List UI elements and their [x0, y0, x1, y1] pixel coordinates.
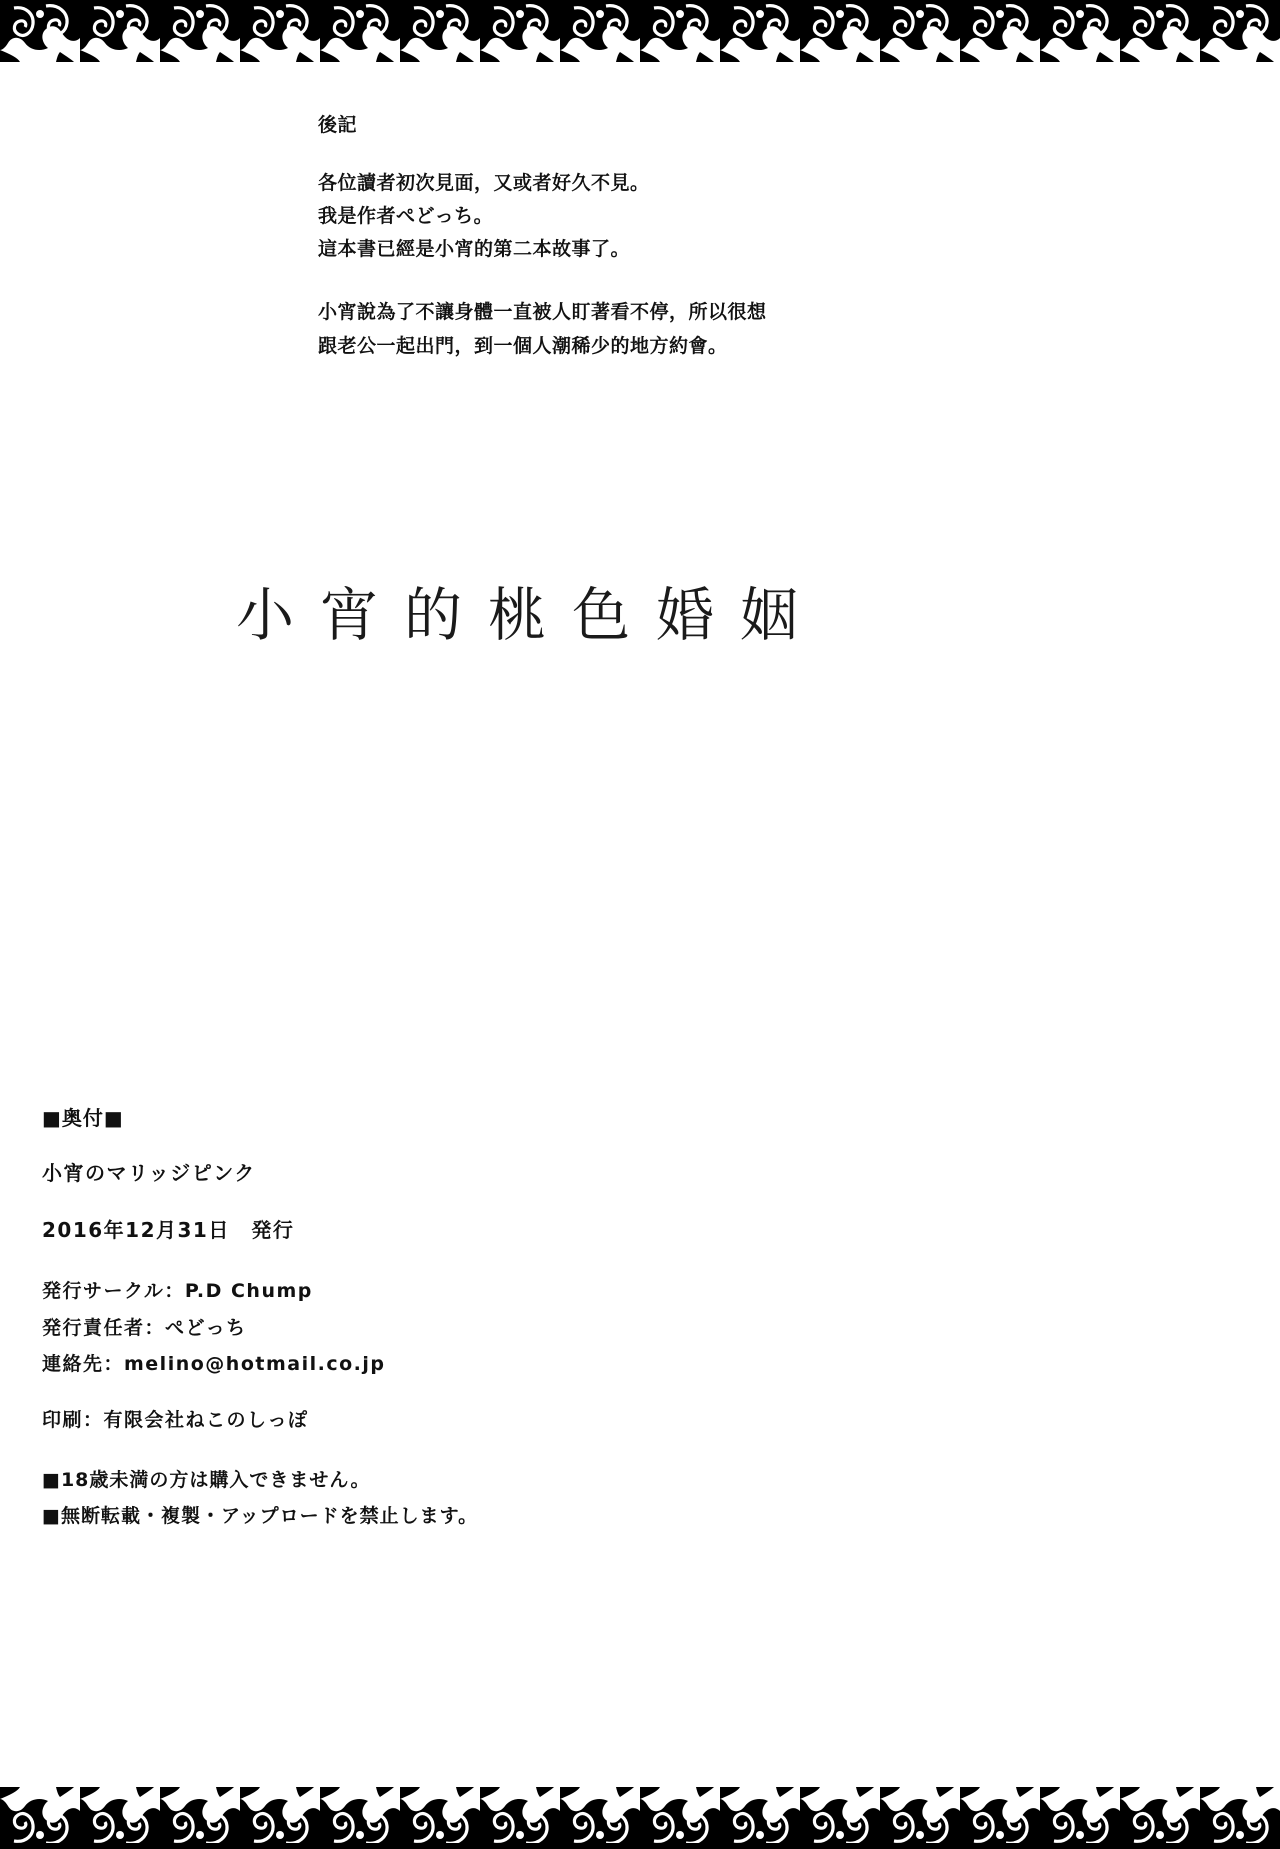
colophon-editor: 発行責任者：ぺどっち	[42, 1316, 247, 1339]
colophon-printer: 印刷：有限会社ねこのしっぽ	[42, 1408, 309, 1431]
afterword-line-4: 小宵說為了不讓身體一直被人盯著看不停，所以很想跟老公一起出門，到一個人潮稀少的地方約會。	[318, 301, 767, 357]
afterword-section	[318, 112, 778, 363]
afterword-heading: 後記	[318, 114, 358, 136]
page-title: 小宵的桃色婚姻	[235, 581, 824, 649]
colophon-circle: 発行サークル：P.D Chump	[42, 1280, 313, 1302]
colophon-notice-age: ■18歳未満の方は購入できません。	[42, 1468, 371, 1491]
afterword-line-1: 各位讀者初次見面，又或者好久不見。	[318, 171, 650, 194]
top-ornamental-border	[0, 0, 1280, 62]
colophon-section	[42, 1102, 742, 1553]
colophon-contact: 連絡先：melino@hotmail.co.jp	[42, 1353, 386, 1375]
colophon-credits	[42, 1277, 742, 1379]
colophon-publish-date: 2016年12月31日 発行	[42, 1218, 295, 1242]
bottom-ornamental-border	[0, 1787, 1280, 1849]
afterword-line-2: 我是作者ぺどっち。	[318, 204, 494, 227]
colophon-notices	[42, 1466, 742, 1531]
colophon-label: ■奥付■	[42, 1106, 124, 1130]
colophon-notice-repost: ■無断転載・複製・アップロードを禁止します。	[42, 1505, 479, 1527]
colophon-work-title: 小宵のマリッジピンク	[42, 1161, 256, 1185]
afterword-line-3: 這本書已經是小宵的第二本故事了。	[318, 238, 631, 261]
